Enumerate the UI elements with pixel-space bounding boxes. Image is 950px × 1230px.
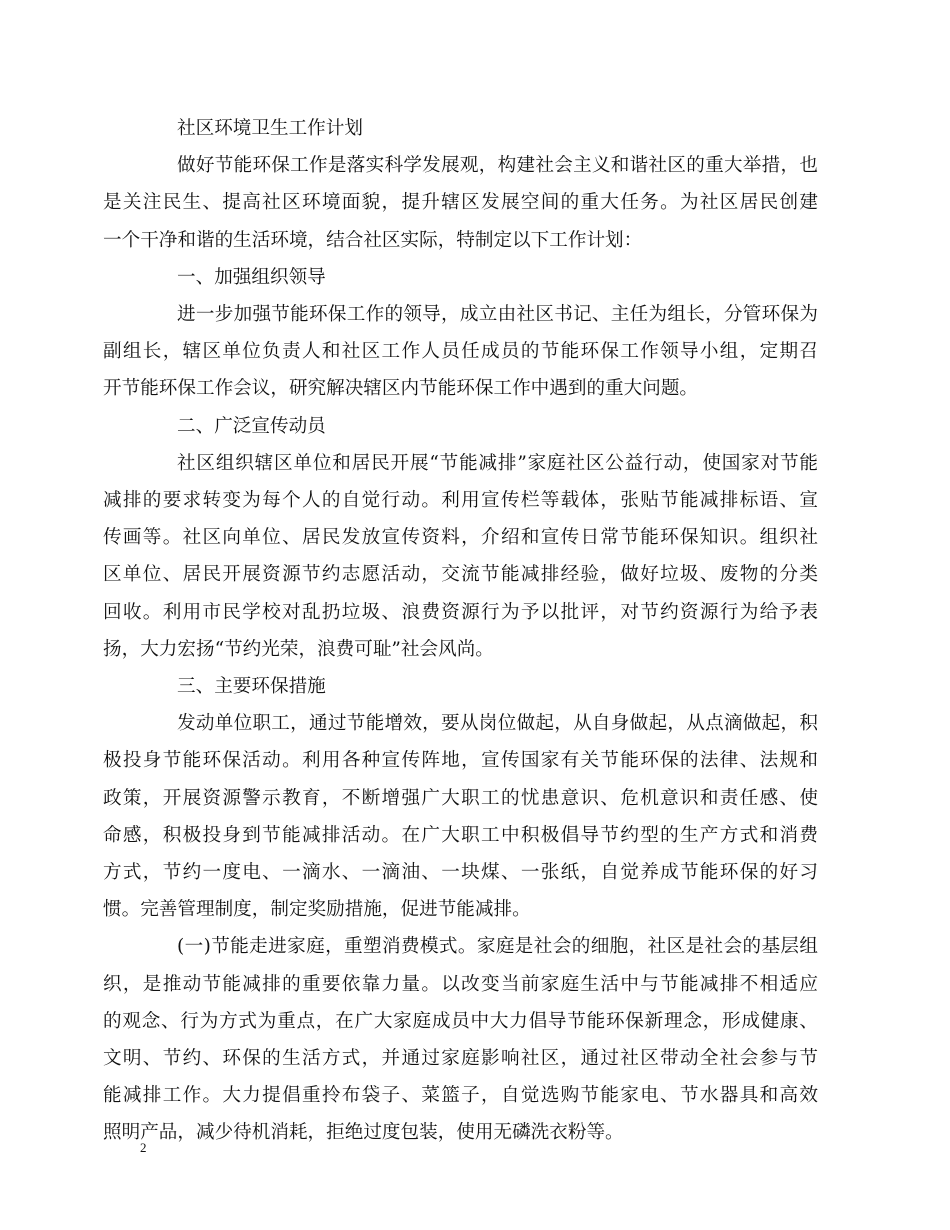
section-3-sub-1-line: 能减排工作。大力提倡重拎布袋子、菜篮子，自觉选购节能家电、节水器具和高效 (103, 1085, 818, 1107)
page-number: 2 (140, 1140, 147, 1155)
section-3-sub-1-line: 文明、节约、环保的生活方式，并通过家庭影响社区，通过社区带动全社会参与节 (103, 1048, 818, 1070)
section-3-paragraph (103, 705, 818, 928)
section-1-line: 开节能环保工作会议，研究解决辖区内节能环保工作中遇到的重大问题。 (103, 378, 699, 400)
intro-line: 做好节能环保工作是落实科学发展观，构建社会主义和谐社区的重大举措，也 (177, 155, 818, 177)
section-2-line: 传画等。社区向单位、居民发放宣传资料，介绍和宣传日常节能环保知识。组织社 (103, 527, 818, 549)
section-3-sub-1-line: 照明产品，减少待机消耗，拒绝过度包装，使用无磷洗衣粉等。 (103, 1122, 624, 1144)
document-title: 社区环境卫生工作计划 (177, 118, 363, 139)
section-3-sub-1-line: (一)节能走进家庭，重塑消费模式。家庭是社会的细胞，社区是社会的基层组 (177, 936, 818, 958)
section-2-paragraph (103, 445, 818, 668)
section-3-line: 惯。完善管理制度，制定奖励措施，促进节能减排。 (103, 899, 531, 921)
section-3-sub-1-line: 的观念、行为方式为重点，在广大家庭成员中大力倡导节能环保新理念，形成健康、 (103, 1010, 818, 1032)
section-3-sub-1-paragraph (103, 928, 818, 1151)
section-1-paragraph (103, 296, 818, 408)
section-2-line: 减排的要求转变为每个人的自觉行动。利用宣传栏等载体，张贴节能减排标语、宣 (103, 490, 818, 512)
section-heading-3: 三、主要环保措施 (177, 676, 326, 698)
section-2-line: 扬，大力宏扬“节约光荣，浪费可耻”社会风尚。 (103, 638, 494, 660)
section-heading-1: 一、加强组织领导 (177, 266, 326, 288)
section-heading-2: 二、广泛宣传动员 (177, 415, 326, 437)
document-page (103, 110, 818, 1152)
section-3-line: 政策，开展资源警示教育，不断增强广大职工的忧患意识、危机意识和责任感、使 (103, 787, 818, 809)
intro-paragraph (103, 147, 818, 259)
section-1-line: 进一步加强节能环保工作的领导，成立由社区书记、主任为组长，分管环保为 (177, 304, 818, 326)
section-2-line: 社区组织辖区单位和居民开展“节能减排”家庭社区公益行动，使国家对节能 (177, 452, 818, 474)
section-2-line: 回收。利用市民学校对乱扔垃圾、浪费资源行为予以批评，对节约资源行为给予表 (103, 601, 818, 623)
section-3-line: 极投身节能环保活动。利用各种宣传阵地，宣传国家有关节能环保的法律、法规和 (103, 750, 818, 772)
section-3-sub-1-line: 织，是推动节能减排的重要依靠力量。以改变当前家庭生活中与节能减排不相适应 (103, 973, 818, 995)
section-3-line: 命感，积极投身到节能减排活动。在广大职工中积极倡导节约型的生产方式和消费 (103, 824, 818, 846)
intro-line: 一个干净和谐的生活环境，结合社区实际，特制定以下工作计划： (103, 229, 643, 251)
section-1-line: 副组长，辖区单位负责人和社区工作人员任成员的节能环保工作领导小组，定期召 (103, 341, 818, 363)
section-2-line: 区单位、居民开展资源节约志愿活动，交流节能减排经验，做好垃圾、废物的分类 (103, 564, 818, 586)
section-3-line: 发动单位职工，通过节能增效，要从岗位做起，从自身做起，从点滴做起，积 (177, 713, 818, 735)
section-3-line: 方式，节约一度电、一滴水、一滴油、一块煤、一张纸，自觉养成节能环保的好习 (103, 862, 818, 884)
intro-line: 是关注民生、提高社区环境面貌，提升辖区发展空间的重大任务。为社区居民创建 (103, 192, 818, 214)
